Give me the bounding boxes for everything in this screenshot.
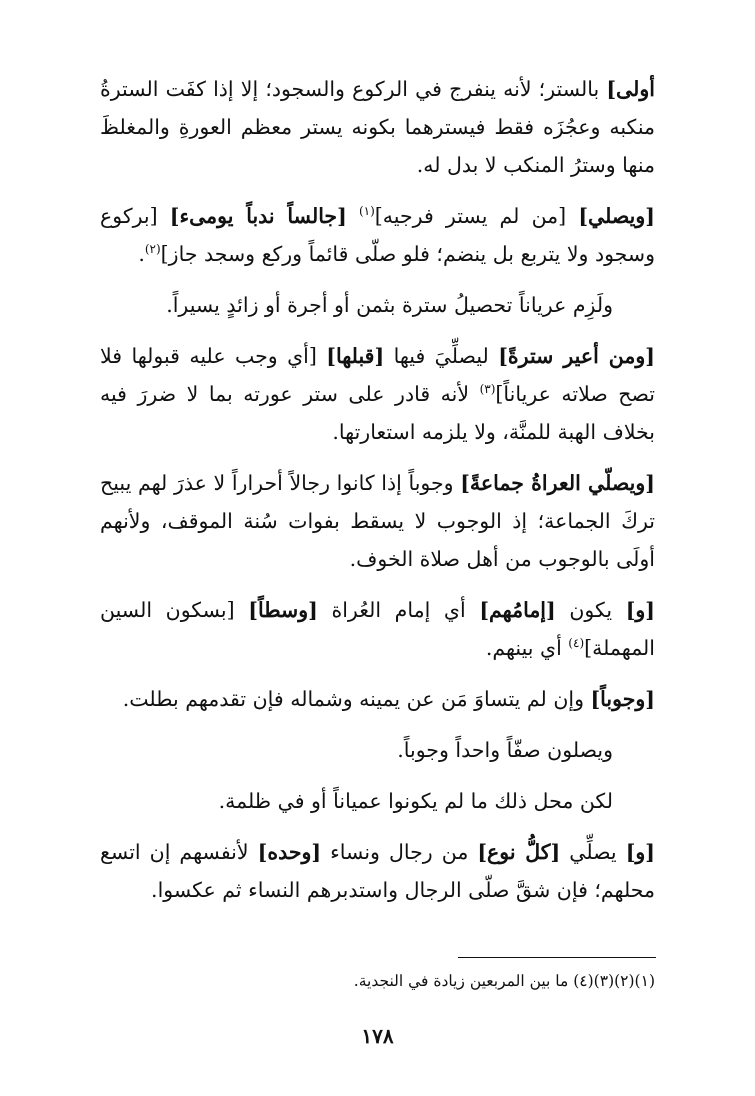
matn-text: [وحده] bbox=[257, 840, 322, 864]
footnote-marker: (٢) bbox=[144, 242, 161, 257]
footnote-marker: (٤) bbox=[568, 636, 585, 651]
commentary-text: لأنفسهم إن اتسع محلهم؛ فإن شقَّ صلّى الرجال واستدبرهم النساء ثم عكسوا. bbox=[100, 840, 655, 902]
commentary-text: [بركوع وسجود ولا يتربع بل ينضم؛ فلو صلّى قائماً وركع وسجد جاز] bbox=[100, 204, 655, 266]
commentary-text: وجوباً إذا كانوا رجالاً أحراراً لا عذرَ لهم يبيح تركَ الجماعة؛ إذ الوجوب لا يسقط بفوات سُنة الموقف، ولأنهم أولَى بالوجوب من أهل صلاة الخوف. bbox=[100, 471, 655, 571]
commentary-text: [أي وجب عليه قبولها فلا تصح صلاته عرياناً] bbox=[100, 344, 655, 406]
commentary-text: ويصلون صفّاً واحداً وجوباً. bbox=[397, 738, 613, 762]
paragraph bbox=[100, 197, 655, 273]
matn-text: [إمامُهم] bbox=[479, 598, 556, 622]
paragraph bbox=[100, 286, 655, 324]
paragraph bbox=[100, 464, 655, 578]
matn-text: [وسطاً] bbox=[248, 598, 318, 622]
commentary-text: لأنه قادر على ستر عورته بما لا ضررَ فيه بخلاف الهبة للمنَّة، ولا يلزمه استعارتها. bbox=[100, 382, 655, 444]
matn-text: [و] bbox=[625, 840, 655, 864]
paragraph bbox=[100, 70, 655, 184]
commentary-text bbox=[347, 204, 359, 228]
paragraph bbox=[100, 680, 655, 718]
matn-text: أولى] bbox=[606, 77, 655, 101]
commentary-text: يكون bbox=[555, 598, 626, 622]
commentary-text: ليصلِّيَ فيها bbox=[384, 344, 499, 368]
footnote: (١)(٢)(٣)(٤) ما بين المربعين زيادة في النجدية. bbox=[353, 972, 655, 990]
commentary-text: أي بينهم. bbox=[485, 636, 569, 660]
paragraph bbox=[100, 833, 655, 909]
footnote-marker: (٣) bbox=[479, 382, 496, 397]
commentary-text: بالستر؛ لأنه ينفرج في الركوع والسجود؛ إلا إذا كفَت السترةُ منكبه وعجُزَه فقط فيسترهما بكونه يستر معظم العورةِ والمغلظَ منها وسترُ المنكب لا بدل له. bbox=[100, 77, 655, 177]
matn-text: [جالساً ندباً يومىء] bbox=[169, 204, 347, 228]
page-number: ١٧٨ bbox=[361, 1024, 394, 1048]
matn-text: [ويصلّي العراةُ جماعةً] bbox=[460, 471, 655, 495]
paragraph bbox=[100, 337, 655, 451]
commentary-text: [من لم يستر فرجيه] bbox=[374, 204, 579, 228]
matn-text: [كلُّ نوع] bbox=[477, 840, 561, 864]
commentary-text: لكن محل ذلك ما لم يكونوا عمياناً أو في ظلمة. bbox=[218, 789, 613, 813]
paragraph bbox=[100, 782, 655, 820]
main-text bbox=[100, 70, 655, 922]
commentary-text: [بسكون السين المهملة] bbox=[100, 598, 655, 660]
matn-text: [وجوباً] bbox=[590, 687, 655, 711]
commentary-text: ولَزِم عرياناً تحصيلُ سترة بثمن أو أجرة أو زائدٍ يسيراً. bbox=[166, 293, 613, 317]
paragraph bbox=[100, 591, 655, 667]
footnote-divider bbox=[458, 957, 656, 958]
matn-text: [ويصلي] bbox=[578, 204, 655, 228]
commentary-text: . bbox=[138, 242, 145, 266]
footnote-marker: (١) bbox=[358, 204, 375, 219]
commentary-text: وإن لم يتساوَ مَن عن يمينه وشماله فإن تقدمهم بطلت. bbox=[122, 687, 591, 711]
commentary-text: من رجال ونساء bbox=[321, 840, 478, 864]
matn-text: [و] bbox=[625, 598, 655, 622]
commentary-text: أي إمام العُراة bbox=[317, 598, 480, 622]
paragraph bbox=[100, 731, 655, 769]
commentary-text: يصلِّي bbox=[560, 840, 626, 864]
matn-text: [ومن أعير سترةً] bbox=[498, 344, 655, 368]
matn-text: [قبلها] bbox=[326, 344, 385, 368]
